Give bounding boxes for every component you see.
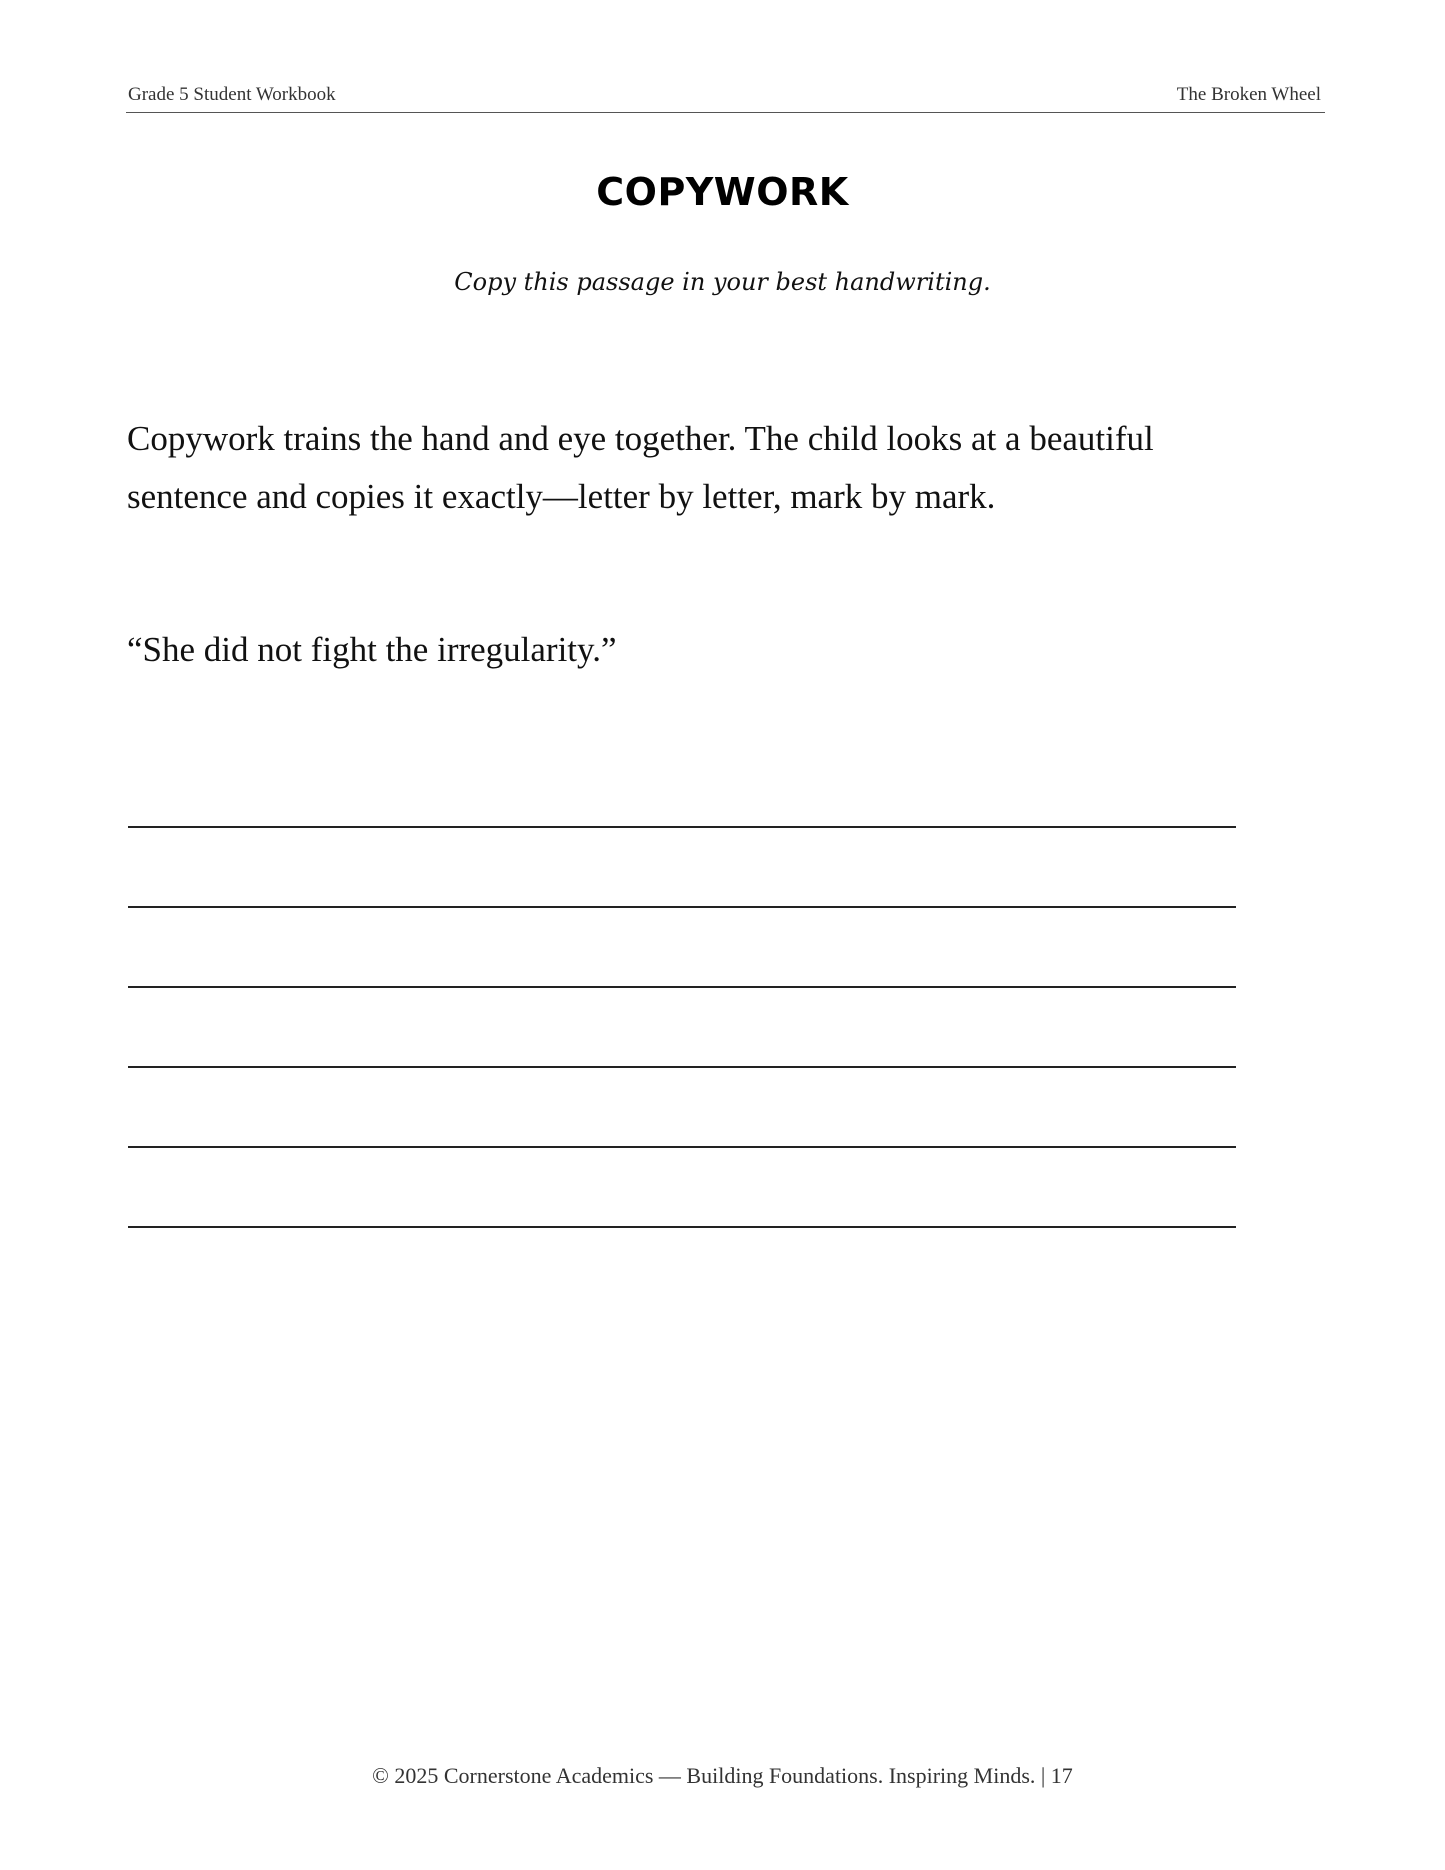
instruction-subtitle: Copy this passage in your best handwriting. [454, 268, 991, 296]
handwriting-line[interactable] [128, 1066, 1236, 1146]
copy-passage-quote: “She did not fight the irregularity.” [127, 630, 617, 669]
handwriting-line[interactable] [128, 1226, 1236, 1306]
header-book-title: The Broken Wheel [1176, 84, 1321, 105]
intro-paragraph: Copywork trains the hand and eye together. The child looks at a beautiful sentence and copies it exactly—letter by letter, mark by mark. [127, 419, 1154, 516]
handwriting-line[interactable] [128, 826, 1236, 906]
handwriting-line[interactable] [128, 986, 1236, 1066]
page-title: COPYWORK [596, 170, 849, 214]
handwriting-lines [128, 826, 1236, 1306]
handwriting-line[interactable] [128, 906, 1236, 986]
page-footer: © 2025 Cornerstone Academics — Building Foundations. Inspiring Minds. | 17 [372, 1763, 1073, 1788]
header-workbook-title: Grade 5 Student Workbook [128, 84, 336, 105]
page-header [126, 84, 1325, 113]
handwriting-line[interactable] [128, 1146, 1236, 1226]
